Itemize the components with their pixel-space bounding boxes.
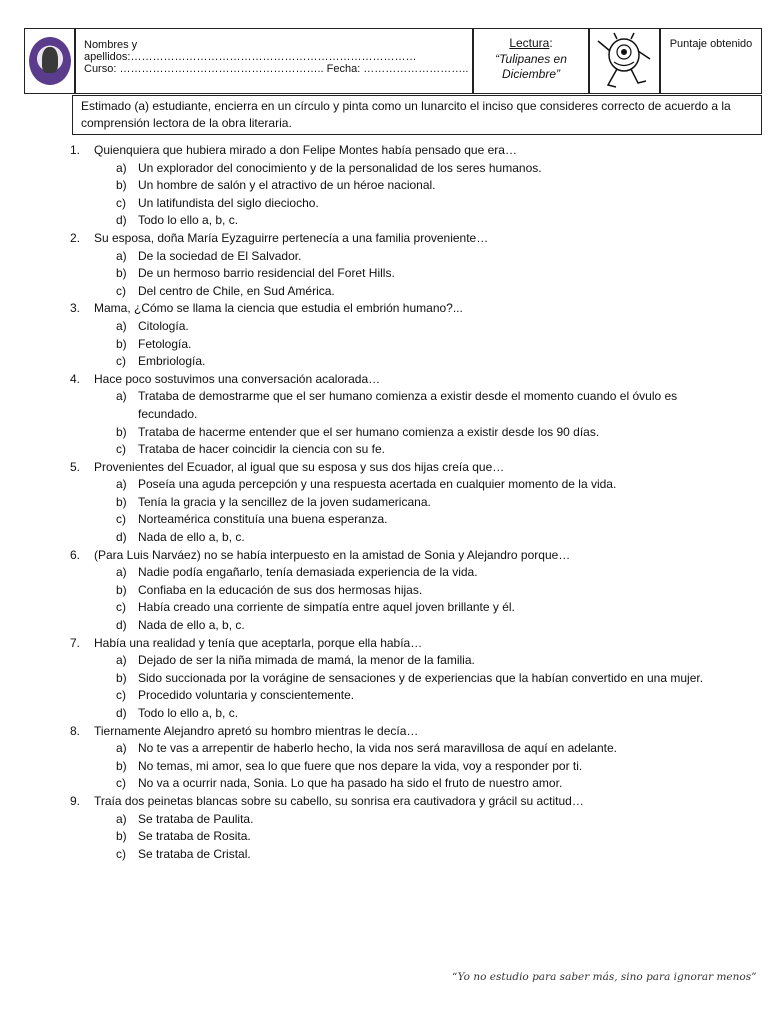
option-text: Nada de ello a, b, c. [138, 530, 245, 545]
option-text: Trataba de hacer coincidir la ciencia con su fe. [138, 442, 386, 457]
answer-option[interactable] [70, 687, 730, 705]
answer-option[interactable] [70, 336, 730, 354]
option-letter: a) [116, 653, 127, 668]
student-info-cell [75, 28, 473, 94]
question-6 [70, 547, 730, 635]
option-text: Se trataba de Cristal. [138, 846, 251, 861]
answer-option[interactable] [70, 828, 730, 846]
answer-option[interactable] [70, 388, 730, 423]
answer-option[interactable] [70, 441, 730, 459]
course-date-field[interactable]: Curso: ……………………………………………….. Fecha: ……………………….. [84, 63, 469, 75]
option-text: No temas, mi amor, sea lo que fuere que nos depare la vida, voy a responder por ti. [138, 758, 583, 773]
option-letter: a) [116, 741, 127, 756]
option-letter: b) [116, 829, 127, 844]
option-text: Tenía la gracia y la sencillez de la joven sudamericana. [138, 494, 431, 509]
option-text: Del centro de Chile, en Sud América. [138, 283, 335, 298]
answer-option[interactable] [70, 775, 730, 793]
mascot-cell [589, 28, 660, 94]
answer-option[interactable] [70, 564, 730, 582]
option-text: Nadie podía engañarlo, tenía demasiada experiencia de la vida. [138, 565, 478, 580]
option-text: Trataba de demostrarme que el ser humano comienza a existir desde el momento cuando el óvulo es fecundado. [138, 389, 678, 421]
option-letter: c) [116, 442, 126, 457]
answer-option[interactable] [70, 652, 730, 670]
name-field[interactable]: Nombres y apellidos:…………………………………………………………………… [84, 39, 417, 63]
option-letter: c) [116, 846, 126, 861]
option-text: Citología. [138, 318, 189, 333]
option-letter: b) [116, 266, 127, 281]
option-letter: c) [116, 195, 126, 210]
answer-option[interactable] [70, 265, 730, 283]
option-letter: b) [116, 178, 127, 193]
question-4 [70, 371, 730, 459]
option-letter: c) [116, 776, 126, 791]
answer-option[interactable] [70, 705, 730, 723]
option-letter: d) [116, 706, 127, 720]
option-text: Poseía una aguda percepción y una respuesta acertada en cualquier momento de la vida. [138, 477, 617, 492]
option-text: Embriología. [138, 354, 206, 369]
answer-option[interactable] [70, 740, 730, 758]
mascot-icon [590, 29, 659, 93]
option-letter: d) [116, 530, 127, 545]
option-text: Un explorador del conocimiento y de la personalidad de los seres humanos. [138, 160, 542, 175]
option-letter: b) [116, 758, 127, 773]
answer-option[interactable] [70, 476, 730, 494]
option-text: Todo lo ello a, b, c. [138, 213, 239, 228]
answer-option[interactable] [70, 599, 730, 617]
option-letter: d) [116, 618, 127, 633]
answer-option[interactable] [70, 283, 730, 301]
question-text: Hace poco sostuvimos una conversación acalorada… [94, 371, 381, 386]
answer-option[interactable] [70, 529, 730, 547]
option-text: Todo lo ello a, b, c. [138, 706, 239, 720]
option-text: Confiaba en la educación de sus dos hermosas hijas. [138, 582, 423, 597]
answer-option[interactable] [70, 248, 730, 266]
answer-option[interactable] [70, 424, 730, 442]
option-text: Trataba de hacerme entender que el ser humano comienza a existir desde los 90 días. [138, 424, 600, 439]
question-number: 4. [70, 371, 81, 386]
answer-option[interactable] [70, 617, 730, 635]
option-letter: a) [116, 811, 127, 826]
option-letter: c) [116, 354, 126, 369]
answer-option[interactable] [70, 811, 730, 829]
option-letter: b) [116, 336, 127, 351]
option-letter: b) [116, 582, 127, 597]
answer-option[interactable] [70, 318, 730, 336]
answer-option[interactable] [70, 353, 730, 371]
school-seal-cell [24, 28, 75, 94]
question-1 [70, 142, 730, 230]
header-table [24, 28, 762, 94]
answer-option[interactable] [70, 160, 730, 178]
option-text: Fetología. [138, 336, 192, 351]
question-text: Había una realidad y tenía que aceptarla, porque ella había… [94, 635, 423, 650]
question-number: 2. [70, 230, 81, 245]
option-letter: a) [116, 318, 127, 333]
lectura-label: Lectura: [509, 36, 553, 50]
option-text: Sido succionada por la vorágine de sensaciones y de experiencias que la habían convertido en una mujer. [138, 670, 704, 685]
question-number: 6. [70, 547, 81, 562]
option-text: Se trataba de Paulita. [138, 811, 254, 826]
answer-option[interactable] [70, 494, 730, 512]
question-text: Su esposa, doña María Eyzaguirre pertenecía a una familia proveniente… [94, 230, 489, 245]
instructions-box: Estimado (a) estudiante, encierra en un círculo y pinta como un lunarcito el inciso que consideres correcto de acuerdo a la comprensión lectora de la obra literaria. [72, 95, 762, 135]
question-3 [70, 300, 730, 370]
option-letter: a) [116, 248, 127, 263]
option-letter: c) [116, 512, 126, 527]
question-2 [70, 230, 730, 300]
answer-option[interactable] [70, 582, 730, 600]
question-8 [70, 723, 730, 793]
option-letter: b) [116, 670, 127, 685]
question-number: 9. [70, 793, 81, 808]
option-text: Un hombre de salón y el atractivo de un héroe nacional. [138, 178, 436, 193]
option-letter: b) [116, 424, 127, 439]
answer-option[interactable] [70, 212, 730, 230]
option-letter: c) [116, 688, 126, 703]
option-text: Había creado una corriente de simpatía entre aquel joven brillante y él. [138, 600, 515, 615]
answer-option[interactable] [70, 758, 730, 776]
option-text: Nada de ello a, b, c. [138, 618, 245, 633]
option-text: Dejado de ser la niña mimada de mamá, la menor de la familia. [138, 653, 475, 668]
option-letter: a) [116, 477, 127, 492]
answer-option[interactable] [70, 670, 730, 688]
footer-quote: “Yo no estudio para saber más, sino para ignorar menos” [452, 971, 757, 983]
option-letter: a) [116, 389, 127, 404]
question-text: Tiernamente Alejandro apretó su hombro mientras le decía… [94, 723, 419, 738]
option-letter: d) [116, 213, 127, 228]
question-list [70, 142, 730, 863]
option-letter: c) [116, 600, 126, 615]
option-text: De la sociedad de El Salvador. [138, 248, 302, 263]
option-text: Se trataba de Rosita. [138, 829, 251, 844]
option-letter: c) [116, 283, 126, 298]
answer-option[interactable] [70, 511, 730, 529]
question-number: 8. [70, 723, 81, 738]
option-text: Procedido voluntaria y conscientemente. [138, 688, 355, 703]
question-7 [70, 635, 730, 723]
question-5 [70, 459, 730, 547]
school-seal-icon [29, 37, 71, 85]
question-text: Quienquiera que hubiera mirado a don Felipe Montes había pensado que era… [94, 143, 517, 157]
score-cell [660, 28, 762, 94]
option-letter: a) [116, 565, 127, 580]
question-9 [70, 793, 730, 863]
option-text: No va a ocurrir nada, Sonia. Lo que ha pasado ha sido el fruto de nuestro amor. [138, 776, 563, 791]
score-label: Puntaje obtenido [669, 38, 753, 50]
question-number: 3. [70, 301, 81, 316]
question-number: 1. [70, 143, 81, 157]
option-text: De un hermoso barrio residencial del Foret Hills. [138, 266, 395, 281]
question-text: Traía dos peinetas blancas sobre su cabello, su sonrisa era cautivadora y grácil su actitud… [94, 793, 584, 808]
question-text: (Para Luis Narváez) no se había interpuesto en la amistad de Sonia y Alejandro porque… [94, 547, 571, 562]
answer-option[interactable] [70, 846, 730, 864]
option-text: Norteamérica constituía una buena esperanza. [138, 512, 388, 527]
lectura-cell [473, 28, 589, 94]
question-number: 5. [70, 459, 81, 474]
answer-option[interactable] [70, 195, 730, 213]
option-letter: a) [116, 160, 127, 175]
question-text: Provenientes del Ecuador, al igual que su esposa y sus dos hijas creía que… [94, 459, 505, 474]
option-letter: b) [116, 494, 127, 509]
question-number: 7. [70, 635, 81, 650]
option-text: No te vas a arrepentir de haberlo hecho, la vida nos será maravillosa de aquí en adelante. [138, 741, 617, 756]
question-text: Mama, ¿Cómo se llama la ciencia que estudia el embrión humano?... [94, 301, 463, 316]
lectura-title: “Tulipanes en Diciembre” [495, 52, 567, 81]
option-text: Un latifundista del siglo dieciocho. [138, 195, 319, 210]
answer-option[interactable] [70, 177, 730, 195]
